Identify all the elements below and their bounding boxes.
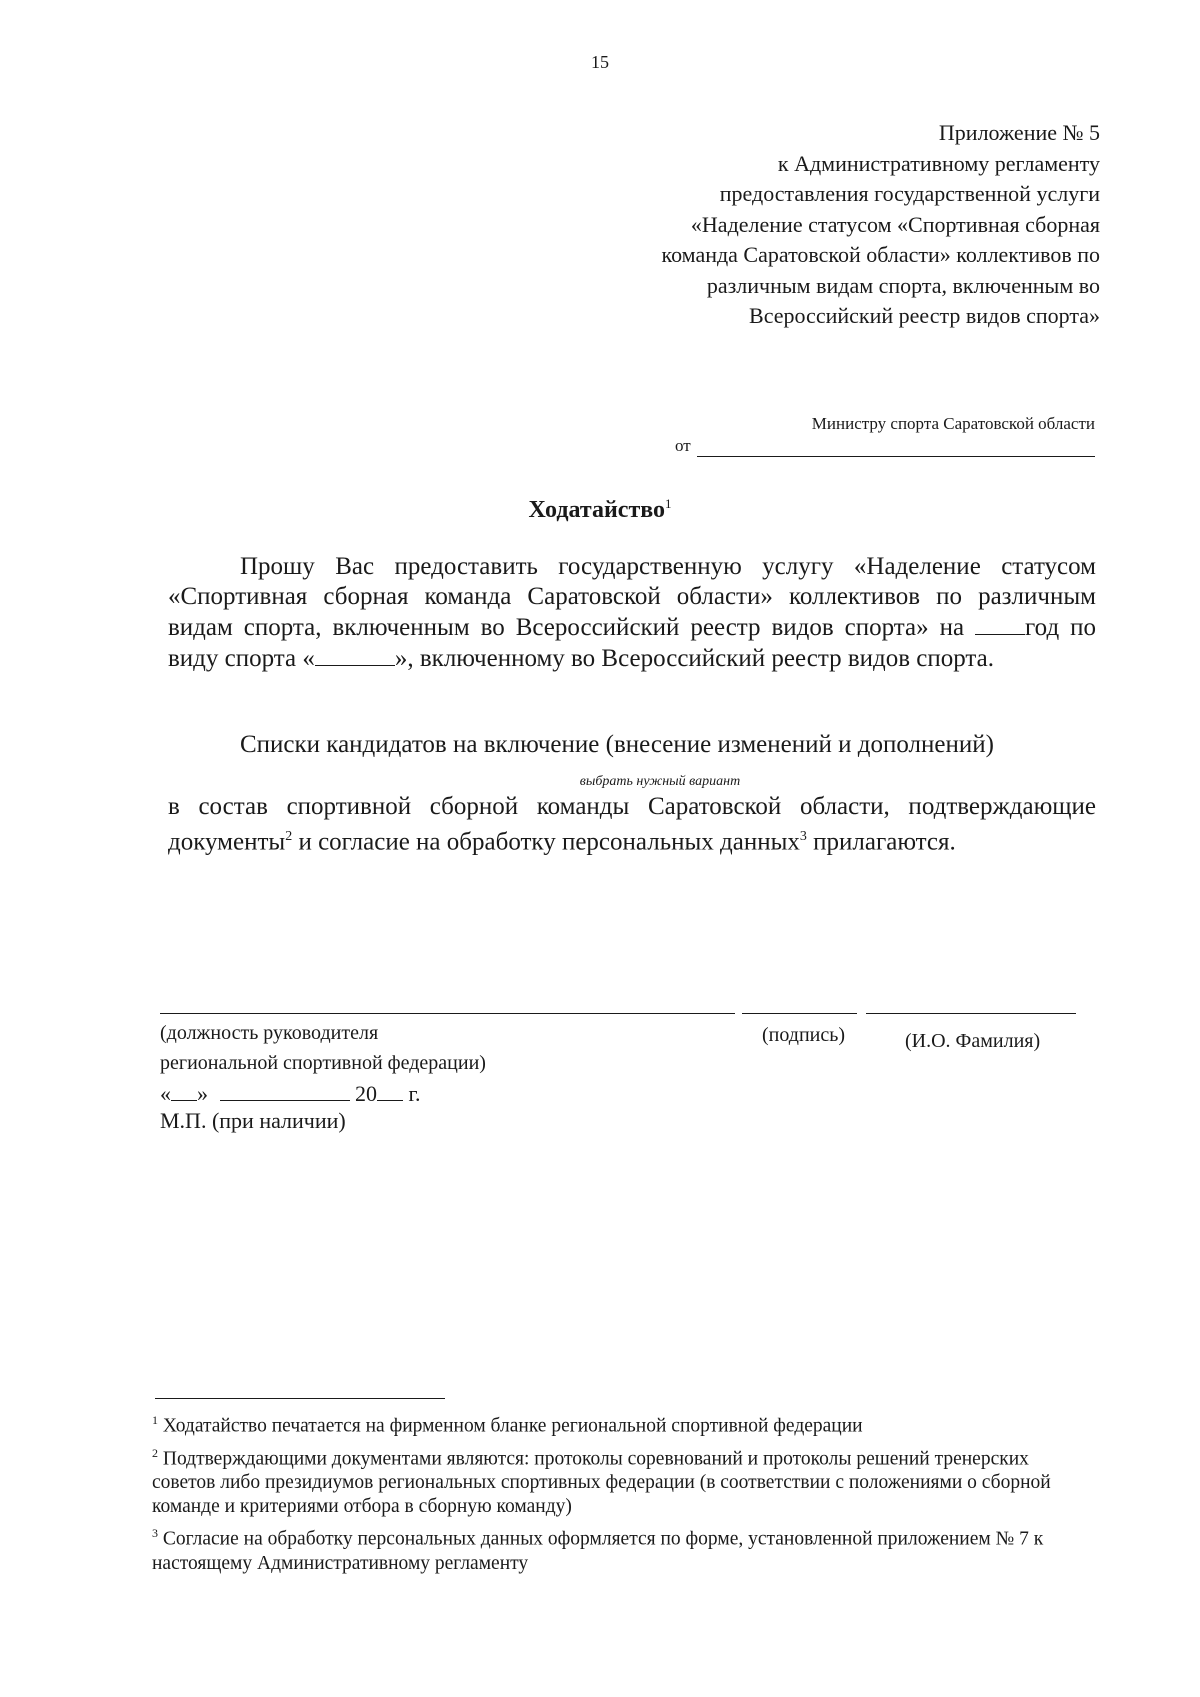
appendix-line: Приложение № 5 <box>938 120 1100 145</box>
footnote-text: Ходатайство печатается на фирменном бланке региональной спортивной федерации <box>162 1415 863 1437</box>
paragraph-attachments <box>168 792 1096 857</box>
appendix-line: «Наделение статусом «Спортивная сборная <box>690 211 1100 237</box>
sport-blank <box>315 643 395 666</box>
footnote <box>152 1521 1052 1576</box>
request-text-sport: год по виду спорта « <box>168 614 1096 672</box>
signature-label: (подпись) <box>762 1024 846 1046</box>
date-quote-close: » <box>197 1081 208 1106</box>
document-title-text: Ходатайство <box>528 497 666 523</box>
position-label-line: (должность руководителя <box>160 1022 379 1044</box>
footnote-text: Согласие на обработку персональных данных оформляется по форме, установленной приложением № 7 к настоящему Административному регламенту <box>152 1528 1044 1574</box>
month-blank <box>220 1078 350 1101</box>
position-signature-line <box>160 1013 735 1014</box>
footnote <box>152 1441 1052 1520</box>
paragraph-request <box>168 552 1096 674</box>
footnotes <box>152 1408 1052 1578</box>
addressee-to: Министру спорта Саратовской области <box>811 414 1095 433</box>
name-label: (И.О. Фамилия) <box>905 1030 1041 1052</box>
date-quote-open: « <box>160 1081 171 1106</box>
addressee-from <box>675 435 1095 457</box>
year-blank <box>975 612 1025 635</box>
appendix-line: Всероссийский реестр видов спорта» <box>749 303 1100 328</box>
request-text: Прошу Вас предоставить государственную услугу «Наделение статусом «Спортивная сборная команда Саратовской области» коллективов по различным видам спорта, включенным во Всероссийский реестр видов спорта» на <box>168 553 1096 641</box>
choose-option-hint: выбрать нужный вариант <box>579 774 741 789</box>
appendix-line: различным видам спорта, включенным во <box>706 272 1100 298</box>
addressee-from-blank <box>697 442 1095 457</box>
name-signature-line <box>866 1013 1076 1014</box>
footnote-text: Подтверждающими документами являются: протоколы соревнований и протоколы решений тренерских советов либо президиумов региональных спортивных федерации (в соответствии с положениями о сборной команде и критериями отбора в сборную команду) <box>152 1448 1051 1517</box>
addressee-block <box>675 413 1095 457</box>
footnote-number: 2 <box>152 1445 158 1460</box>
footnote-separator <box>155 1398 445 1399</box>
attachments-text: в состав спортивной сборной команды Саратовской области, подтверждающие документы <box>168 793 1096 856</box>
appendix-line: к Административному регламенту <box>777 150 1100 176</box>
page-number: 15 <box>591 52 609 72</box>
appendix-line: предоставления государственной услуги <box>719 181 1100 206</box>
footnote-ref: 1 <box>665 496 672 511</box>
position-label <box>160 1018 486 1078</box>
signature-line <box>742 1013 857 1014</box>
footnote-number: 3 <box>152 1526 158 1540</box>
footnote-ref: 2 <box>285 829 293 844</box>
position-label-line: региональной спортивной федерации) <box>160 1052 486 1074</box>
year-suffix-blank <box>377 1078 403 1101</box>
attachments-text-consent: и согласие на обработку персональных данных <box>298 828 800 856</box>
request-text-end: », включенному во Всероссийский реестр видов спорта. <box>394 645 994 672</box>
day-blank <box>171 1078 197 1101</box>
footnote-ref: 3 <box>799 829 807 844</box>
date-line <box>160 1078 421 1107</box>
footnote <box>152 1408 1052 1439</box>
stamp-place: М.П. (при наличии) <box>160 1108 346 1133</box>
document-title <box>0 496 1200 524</box>
attachments-text-end: прилагаются. <box>813 828 956 856</box>
year-prefix: 20 <box>355 1081 377 1106</box>
paragraph-lists: Списки кандидатов на включение (внесение изменений и дополнений) <box>240 731 994 758</box>
appendix-line: команда Саратовской области» коллективов по <box>661 242 1100 267</box>
footnote-number: 1 <box>152 1413 158 1427</box>
appendix-header <box>540 118 1100 332</box>
year-label: г. <box>408 1081 421 1106</box>
addressee-from-label: от <box>675 436 691 455</box>
